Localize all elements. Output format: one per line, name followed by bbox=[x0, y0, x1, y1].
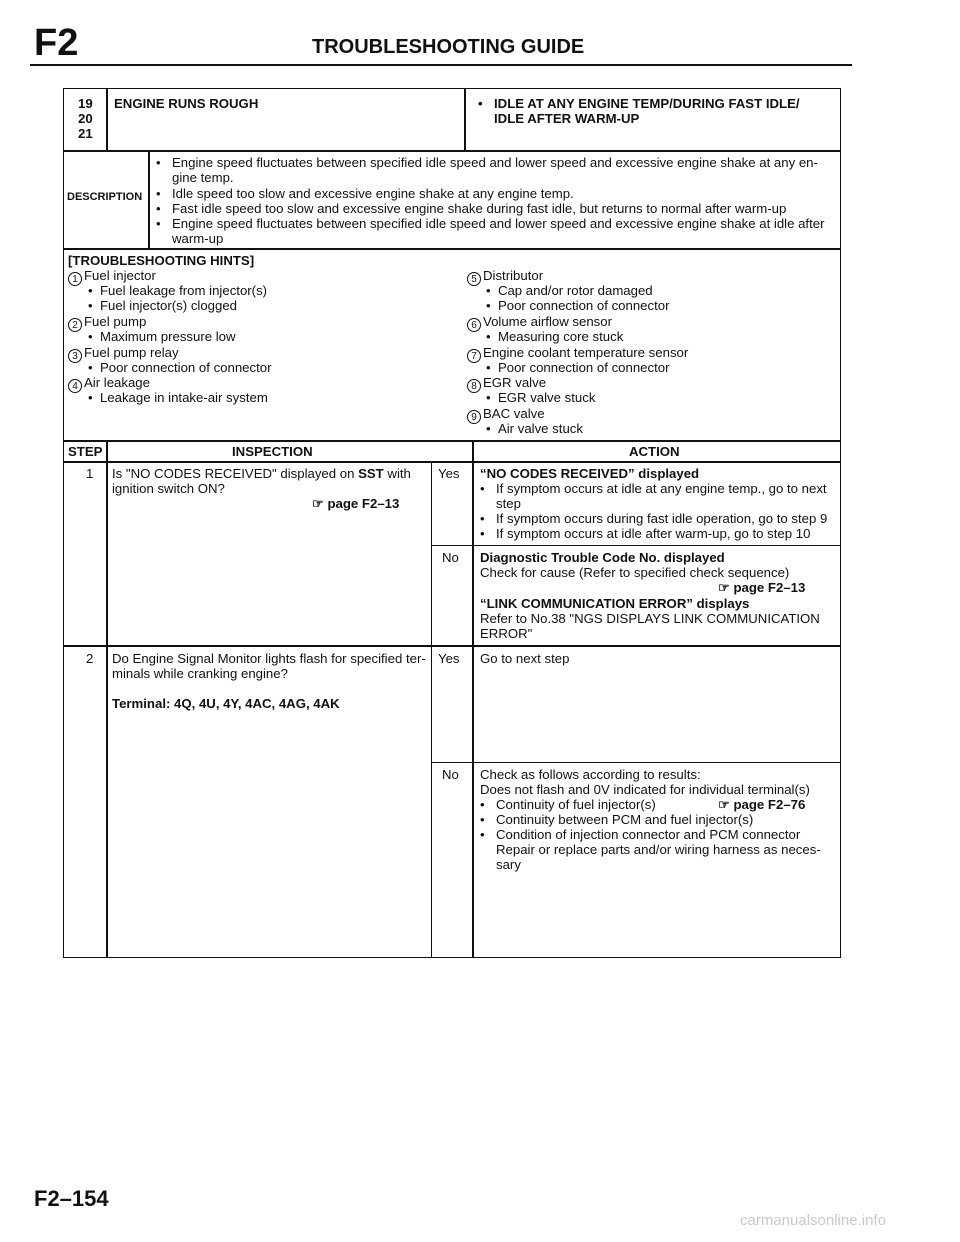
terminal-list: Terminal: 4Q, 4U, 4Y, 4AC, 4AG, 4AK bbox=[112, 696, 340, 711]
circled-number: 7 bbox=[467, 349, 481, 363]
hint-sub: • Air valve stuck bbox=[486, 421, 583, 436]
symptom-name: ENGINE RUNS ROUGH bbox=[114, 96, 259, 111]
action-text: Does not flash and 0V indicated for individual terminal(s) bbox=[480, 782, 810, 797]
description-label: DESCRIPTION bbox=[67, 191, 143, 203]
yes-label: Yes bbox=[438, 651, 460, 666]
action-text: Refer to No.38 "NGS DISPLAYS LINK COMMUNICATION bbox=[480, 611, 820, 626]
hint-sub-text: Maximum pressure low bbox=[99, 329, 236, 344]
inspection-text-part: with bbox=[383, 466, 411, 481]
action-heading: Diagnostic Trouble Code No. displayed bbox=[480, 550, 725, 565]
page-number: F2–154 bbox=[34, 1186, 109, 1211]
hint-name: Engine coolant temperature sensor bbox=[483, 345, 689, 360]
description-line: Engine speed fluctuates between specified idle speed and lower speed and excessive engine shake at any en- bbox=[172, 155, 818, 170]
bullet-icon: • bbox=[480, 827, 485, 842]
step-number: 1 bbox=[86, 466, 94, 481]
inspection-text-part: Is "NO CODES RECEIVED" displayed on bbox=[112, 466, 359, 481]
hint-name: Air leakage bbox=[84, 375, 150, 390]
description-line: Idle speed too slow and excessive engine shake at any engine temp. bbox=[172, 186, 574, 201]
circled-number: 6 bbox=[467, 318, 481, 332]
bullet-icon: • bbox=[156, 201, 161, 216]
hint-sub: • Poor connection of connector bbox=[88, 360, 272, 375]
no-label: No bbox=[442, 550, 459, 565]
sst-label: SST bbox=[358, 466, 384, 481]
hint-sub-text: EGR valve stuck bbox=[497, 390, 596, 405]
circled-number: 2 bbox=[68, 318, 82, 332]
inspection-text bbox=[112, 466, 411, 481]
circled-number: 1 bbox=[68, 272, 82, 286]
symptom-number: 20 bbox=[78, 111, 93, 126]
header-rule bbox=[30, 64, 852, 66]
action-text: If symptom occurs at idle after warm-up, go to step 10 bbox=[496, 526, 811, 541]
hint-sub: • Maximum pressure low bbox=[88, 329, 236, 344]
circled-number: 5 bbox=[467, 272, 481, 286]
hint-sub-text: Air valve stuck bbox=[497, 421, 583, 436]
description-line: gine temp. bbox=[172, 170, 234, 185]
bullet-icon: • bbox=[156, 216, 161, 231]
page-reference: ☞ page F2–13 bbox=[718, 580, 806, 595]
col-step: STEP bbox=[68, 444, 103, 459]
description-line: warm-up bbox=[172, 231, 224, 246]
description-line: Engine speed fluctuates between specified idle speed and lower speed and excessive engine shake at idle after bbox=[172, 216, 825, 231]
action-heading: “NO CODES RECEIVED” displayed bbox=[480, 466, 700, 481]
action-text: sary bbox=[496, 857, 521, 872]
bullet-icon: • bbox=[480, 481, 485, 496]
hint-sub-text: Fuel leakage from injector(s) bbox=[99, 283, 268, 298]
action-text: If symptom occurs at idle at any engine temp., go to next bbox=[496, 481, 827, 496]
hint-sub: • Leakage in intake-air system bbox=[88, 390, 268, 405]
hint-sub-text: Leakage in intake-air system bbox=[99, 390, 268, 405]
hint-sub-text: Poor connection of connector bbox=[99, 360, 272, 375]
action-text: Repair or replace parts and/or wiring harness as neces- bbox=[496, 842, 821, 857]
page-reference: ☞ page F2–13 bbox=[312, 496, 400, 511]
hint-sub: • Poor connection of connector bbox=[486, 360, 670, 375]
hint-name: Volume airflow sensor bbox=[483, 314, 613, 329]
action-text: step bbox=[496, 496, 521, 511]
hint-sub-text: Poor connection of connector bbox=[497, 360, 670, 375]
action-text: ERROR" bbox=[480, 626, 533, 641]
symptom-number: 19 bbox=[78, 96, 93, 111]
yes-label: Yes bbox=[438, 466, 460, 481]
action-text: Continuity of fuel injector(s) bbox=[496, 797, 656, 812]
inspection-text: ignition switch ON? bbox=[112, 481, 225, 496]
hints-heading: [TROUBLESHOOTING HINTS] bbox=[68, 253, 255, 268]
circled-number: 4 bbox=[68, 379, 82, 393]
col-inspection: INSPECTION bbox=[232, 444, 313, 459]
circled-number: 8 bbox=[467, 379, 481, 393]
step-number: 2 bbox=[86, 651, 94, 666]
watermark: carmanualsonline.info bbox=[740, 1212, 886, 1229]
inspection-text: Do Engine Signal Monitor lights flash for specified ter- bbox=[112, 651, 426, 666]
bullet-icon: • bbox=[480, 511, 485, 526]
bullet-icon: • bbox=[478, 96, 483, 111]
action-text: If symptom occurs during fast idle operation, go to step 9 bbox=[496, 511, 828, 526]
hint-name: Fuel pump bbox=[84, 314, 147, 329]
hint-sub: • EGR valve stuck bbox=[486, 390, 596, 405]
action-text: Continuity between PCM and fuel injector(s) bbox=[496, 812, 754, 827]
action-text: Go to next step bbox=[480, 651, 570, 666]
no-label: No bbox=[442, 767, 459, 782]
hint-name: Fuel injector bbox=[84, 268, 156, 283]
hint-name: Distributor bbox=[483, 268, 544, 283]
bullet-icon: • bbox=[480, 812, 485, 827]
symptom-condition: IDLE AFTER WARM-UP bbox=[494, 111, 640, 126]
circled-number: 9 bbox=[467, 410, 481, 424]
hint-sub: • Measuring core stuck bbox=[486, 329, 624, 344]
inspection-text: minals while cranking engine? bbox=[112, 666, 288, 681]
page-title: TROUBLESHOOTING GUIDE bbox=[312, 36, 585, 58]
hint-name: BAC valve bbox=[483, 406, 545, 421]
description-line: Fast idle speed too slow and excessive engine shake during fast idle, but returns to normal after warm-up bbox=[172, 201, 787, 216]
symptom-condition: IDLE AT ANY ENGINE TEMP/DURING FAST IDLE/ bbox=[494, 96, 800, 111]
page-reference: ☞ page F2–76 bbox=[718, 797, 806, 812]
col-action: ACTION bbox=[629, 444, 680, 459]
bullet-icon: • bbox=[156, 186, 161, 201]
hint-name: Fuel pump relay bbox=[84, 345, 179, 360]
bullet-icon: • bbox=[480, 526, 485, 541]
hint-sub-text: Cap and/or rotor damaged bbox=[497, 283, 653, 298]
symptom-number: 21 bbox=[78, 126, 93, 141]
hint-sub-text: Poor connection of connector bbox=[497, 298, 670, 313]
hint-sub: • Poor connection of connector bbox=[486, 298, 670, 313]
hint-name: EGR valve bbox=[483, 375, 547, 390]
hint-sub-text: Measuring core stuck bbox=[497, 329, 624, 344]
circled-number: 3 bbox=[68, 349, 82, 363]
bullet-icon: • bbox=[480, 797, 485, 812]
hint-sub: • Cap and/or rotor damaged bbox=[486, 283, 653, 298]
action-text: Check for cause (Refer to specified check sequence) bbox=[480, 565, 790, 580]
hint-sub: • Fuel leakage from injector(s) bbox=[88, 283, 268, 298]
action-text: Condition of injection connector and PCM connector bbox=[496, 827, 801, 842]
hint-sub-text: Fuel injector(s) clogged bbox=[99, 298, 238, 313]
section-code: F2 bbox=[34, 22, 79, 64]
action-text: Check as follows according to results: bbox=[480, 767, 701, 782]
hint-sub: • Fuel injector(s) clogged bbox=[88, 298, 238, 313]
action-heading: “LINK COMMUNICATION ERROR” displays bbox=[480, 596, 750, 611]
bullet-icon: • bbox=[156, 155, 161, 170]
